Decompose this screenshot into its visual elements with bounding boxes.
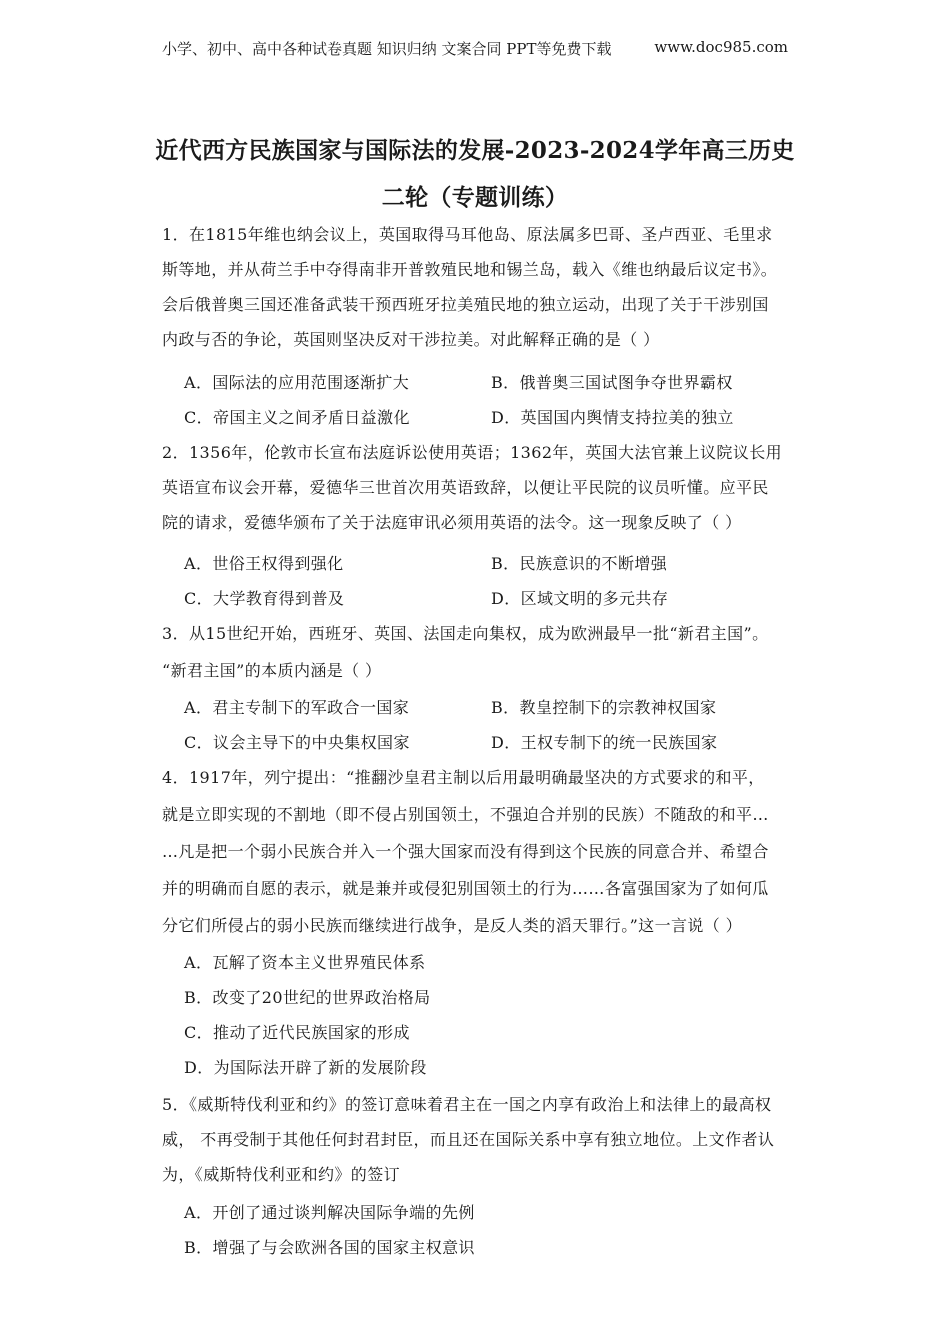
question-stem-line: 内政与否的争论，英国则坚决反对干涉拉美。对此解释正确的是（ ） [162,330,660,349]
question-stem-line: 分它们所侵占的弱小民族而继续进行战争，是反人类的滔天罪行。”这一言说（ ） [162,916,743,935]
header-slogan: 小学、初中、高中各种试卷真题 知识归纳 文案合同 PPT等免费下载 [162,40,612,58]
question-stem-line: …凡是把一个弱小民族合并入一个强大国家而没有得到这个民族的同意合并、希望合 [162,842,769,861]
option-d: D．区域文明的多元共存 [491,589,669,608]
question-stem-line: 为，《威斯特伐利亚和约》的签订 [162,1165,401,1184]
question-stem-line: 2．1356年，伦敦市长宣布法庭诉讼使用英语；1362年，英国大法官兼上议院议长用 [162,443,783,462]
document-title-line2: 二轮（专题训练） [381,184,569,211]
question-stem-line: 会后俄普奥三国还准备武装干预西班牙拉美殖民地的独立运动，出现了关于干涉别国 [162,295,769,314]
question-stem-line: 英语宣布议会开幕，爱德华三世首次用英语致辞，以便让平民院的议员听懂。应平民 [162,478,769,497]
option-a: A．国际法的应用范围逐渐扩大 [184,373,410,392]
option-b: B．俄普奥三国试图争夺世界霸权 [491,373,733,392]
question-stem-line: 就是立即实现的不割地（即不侵占别国领土，不强迫合并别的民族）不随敌的和平… [162,805,769,824]
option-c: C．推动了近代民族国家的形成 [184,1023,410,1042]
option-b: B．民族意识的不断增强 [491,554,668,573]
option-b: B．教皇控制下的宗教神权国家 [491,698,717,717]
question-stem-line: 威， 不再受制于其他任何封君封臣，而且还在国际关系中享有独立地位。上文作者认 [162,1130,775,1149]
question-stem-line: 斯等地，并从荷兰手中夺得南非开普敦殖民地和锡兰岛，载入《维也纳最后议定书》。 [162,260,778,279]
question-stem-line: 1．在1815年维也纳会议上，英国取得马耳他岛、原法属多巴哥、圣卢西亚、毛里求 [162,225,773,244]
option-a: A．世俗王权得到强化 [184,554,344,573]
option-c: C．大学教育得到普及 [184,589,345,608]
header-website[interactable]: www.doc985.com [654,38,788,56]
option-d: D．为国际法开辟了新的发展阶段 [184,1058,427,1077]
page-header [162,38,788,59]
option-b: B．增强了与会欧洲各国的国家主权意识 [184,1238,475,1257]
question-stem-line: “新君主国”的本质内涵是（ ） [162,661,382,680]
question-stem-line: 并的明确而自愿的表示，就是兼并或侵犯别国领土的行为……各富强国家为了如何瓜 [162,879,769,898]
option-d: D．英国国内舆情支持拉美的独立 [491,408,734,427]
question-stem-line: 4．1917年，列宁提出：“推翻沙皇君主制以后用最明确最坚决的方式要求的和平， [162,768,765,787]
question-stem-line: 5．《威斯特伐利亚和约》的签订意味着君主在一国之内享有政治上和法律上的最高权 [162,1095,772,1114]
question-stem-line: 院的请求，爱德华颁布了关于法庭审讯必须用英语的法令。这一现象反映了（ ） [162,513,742,532]
option-c: C．议会主导下的中央集权国家 [184,733,410,752]
option-a: A．开创了通过谈判解决国际争端的先例 [184,1203,475,1222]
document-title-line1: 近代西方民族国家与国际法的发展-2023-2024学年高三历史 [155,137,795,164]
option-c: C．帝国主义之间矛盾日益激化 [184,408,410,427]
option-d: D．王权专制下的统一民族国家 [491,733,718,752]
option-a: A．君主专制下的军政合一国家 [184,698,410,717]
option-b: B．改变了20世纪的世界政治格局 [184,988,431,1007]
question-stem-line: 3．从15世纪开始，西班牙、英国、法国走向集权，成为欧洲最早一批“新君主国”。 [162,624,769,643]
option-a: A．瓦解了资本主义世界殖民体系 [184,953,426,972]
